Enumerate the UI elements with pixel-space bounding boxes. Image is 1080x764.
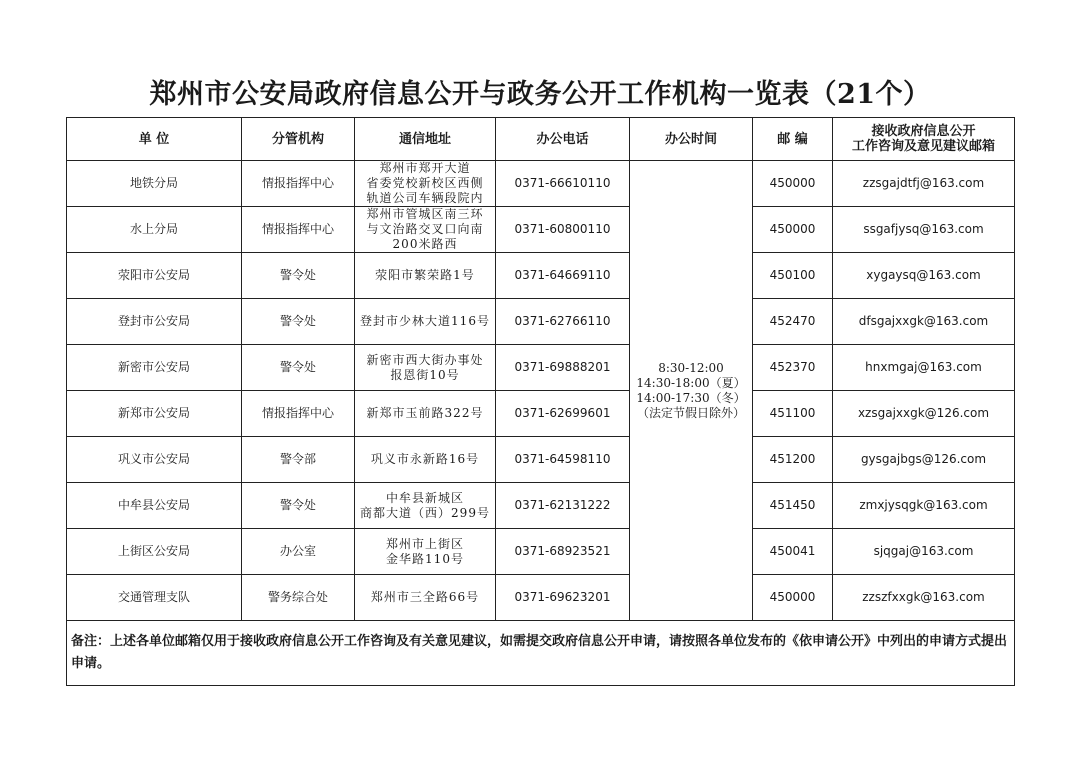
- cell-email: ssgafjysq@163.com: [833, 207, 1015, 253]
- note-row: [67, 621, 1015, 686]
- header-hours: 办公时间: [630, 118, 753, 161]
- address-line: 郑州市管城区南三环: [366, 207, 484, 221]
- table-row: [67, 345, 1015, 391]
- table-row: [67, 483, 1015, 529]
- address-line: 郑州市上街区: [385, 536, 464, 551]
- cell-zip: 451100: [753, 391, 833, 437]
- cell-unit: 上街区公安局: [67, 529, 242, 575]
- address-line: 商都大道（西）299号: [360, 505, 490, 520]
- cell-zip: 450000: [753, 161, 833, 207]
- cell-phone: 0371-68923521: [496, 529, 630, 575]
- cell-hours: [630, 161, 753, 621]
- cell-unit: 巩义市公安局: [67, 437, 242, 483]
- cell-phone: 0371-64598110: [496, 437, 630, 483]
- cell-phone: 0371-64669110: [496, 253, 630, 299]
- cell-zip: 452370: [753, 345, 833, 391]
- cell-email: zmxjysqgk@163.com: [833, 483, 1015, 529]
- cell-unit: 交通管理支队: [67, 575, 242, 621]
- cell-zip: 452470: [753, 299, 833, 345]
- cell-address: [355, 529, 496, 575]
- hours-line: 14:30-18:00（夏）: [636, 375, 746, 390]
- header-unit: 单 位: [67, 118, 242, 161]
- cell-address: [355, 483, 496, 529]
- table-row: [67, 575, 1015, 621]
- address-line: 登封市少林大道116号: [360, 314, 490, 328]
- cell-dept: 情报指挥中心: [242, 207, 355, 253]
- address-line: 郑州市郑开大道: [379, 161, 471, 175]
- page-title: 郑州市公安局政府信息公开与政务公开工作机构一览表（21个）: [149, 79, 931, 110]
- cell-dept: 警令处: [242, 299, 355, 345]
- address-line: 新密市西大街办事处: [366, 352, 484, 367]
- cell-unit: 登封市公安局: [67, 299, 242, 345]
- header-zip: 邮 编: [753, 118, 833, 161]
- table-row: [67, 161, 1015, 207]
- cell-dept: 警令处: [242, 345, 355, 391]
- cell-email: sjqgaj@163.com: [833, 529, 1015, 575]
- cell-email: zzsgajdtfj@163.com: [833, 161, 1015, 207]
- cell-zip: 451450: [753, 483, 833, 529]
- cell-phone: 0371-62699601: [496, 391, 630, 437]
- cell-address: [355, 207, 496, 253]
- cell-unit: 水上分局: [67, 207, 242, 253]
- cell-address: [355, 437, 496, 483]
- cell-zip: 450041: [753, 529, 833, 575]
- address-line: 200米路西: [392, 237, 458, 251]
- agency-table: [66, 117, 1015, 686]
- note-text: 备注：上述各单位邮箱仅用于接收政府信息公开工作咨询及有关意见建议，如需提交政府信息公开申请，请按照各单位发布的《依申请公开》中列出的申请方式提出申请。: [67, 621, 1015, 686]
- cell-dept: 警令处: [242, 483, 355, 529]
- cell-zip: 451200: [753, 437, 833, 483]
- cell-address: [355, 575, 496, 621]
- table-row: [67, 253, 1015, 299]
- cell-dept: 办公室: [242, 529, 355, 575]
- cell-phone: 0371-66610110: [496, 161, 630, 207]
- address-line: 郑州市三全路66号: [370, 590, 480, 604]
- cell-phone: 0371-60800110: [496, 207, 630, 253]
- cell-address: [355, 391, 496, 437]
- cell-email: xzsgajxxgk@126.com: [833, 391, 1015, 437]
- cell-address: [355, 253, 496, 299]
- cell-dept: 警令处: [242, 253, 355, 299]
- cell-email: hnxmgaj@163.com: [833, 345, 1015, 391]
- cell-address: [355, 161, 496, 207]
- cell-phone: 0371-69888201: [496, 345, 630, 391]
- address-line: 省委党校新校区西侧: [366, 176, 484, 190]
- header-address: 通信地址: [355, 118, 496, 161]
- cell-email: dfsgajxxgk@163.com: [833, 299, 1015, 345]
- cell-phone: 0371-69623201: [496, 575, 630, 621]
- table-row: [67, 299, 1015, 345]
- cell-unit: 新密市公安局: [67, 345, 242, 391]
- header-email: [833, 118, 1015, 161]
- cell-phone: 0371-62131222: [496, 483, 630, 529]
- address-line: 报恩街10号: [390, 367, 460, 382]
- cell-address: [355, 299, 496, 345]
- cell-zip: 450000: [753, 207, 833, 253]
- cell-unit: 地铁分局: [67, 161, 242, 207]
- table-row: [67, 437, 1015, 483]
- address-line: 荥阳市繁荣路1号: [375, 268, 475, 282]
- table-row: [67, 207, 1015, 253]
- hours-line: （法定节假日除外）: [636, 405, 745, 420]
- header-email-line1: 接收政府信息公开: [871, 124, 976, 139]
- table-header-row: [67, 118, 1015, 161]
- hours-line: 14:00-17:30（冬）: [636, 390, 746, 405]
- hours-line: 8:30-12:00: [658, 360, 724, 375]
- cell-unit: 新郑市公安局: [67, 391, 242, 437]
- cell-dept: 警务综合处: [242, 575, 355, 621]
- header-phone: 办公电话: [496, 118, 630, 161]
- cell-unit: 中牟县公安局: [67, 483, 242, 529]
- address-line: 中牟县新城区: [385, 490, 464, 505]
- cell-zip: 450000: [753, 575, 833, 621]
- table-row: [67, 391, 1015, 437]
- cell-address: [355, 345, 496, 391]
- table-row: [67, 529, 1015, 575]
- address-line: 金华路110号: [386, 551, 464, 566]
- cell-dept: 警令部: [242, 437, 355, 483]
- cell-unit: 荥阳市公安局: [67, 253, 242, 299]
- address-line: 轨道公司车辆段院内: [366, 191, 484, 205]
- address-line: 新郑市玉前路322号: [366, 406, 484, 420]
- cell-dept: 情报指挥中心: [242, 161, 355, 207]
- cell-dept: 情报指挥中心: [242, 391, 355, 437]
- cell-email: xygaysq@163.com: [833, 253, 1015, 299]
- cell-email: gysgajbgs@126.com: [833, 437, 1015, 483]
- cell-phone: 0371-62766110: [496, 299, 630, 345]
- header-dept: 分管机构: [242, 118, 355, 161]
- address-line: 巩义市永新路16号: [370, 452, 480, 466]
- address-line: 与文治路交叉口向南: [366, 222, 484, 236]
- cell-zip: 450100: [753, 253, 833, 299]
- cell-email: zzszfxxgk@163.com: [833, 575, 1015, 621]
- header-email-line2: 工作咨询及意见建议邮箱: [851, 139, 995, 154]
